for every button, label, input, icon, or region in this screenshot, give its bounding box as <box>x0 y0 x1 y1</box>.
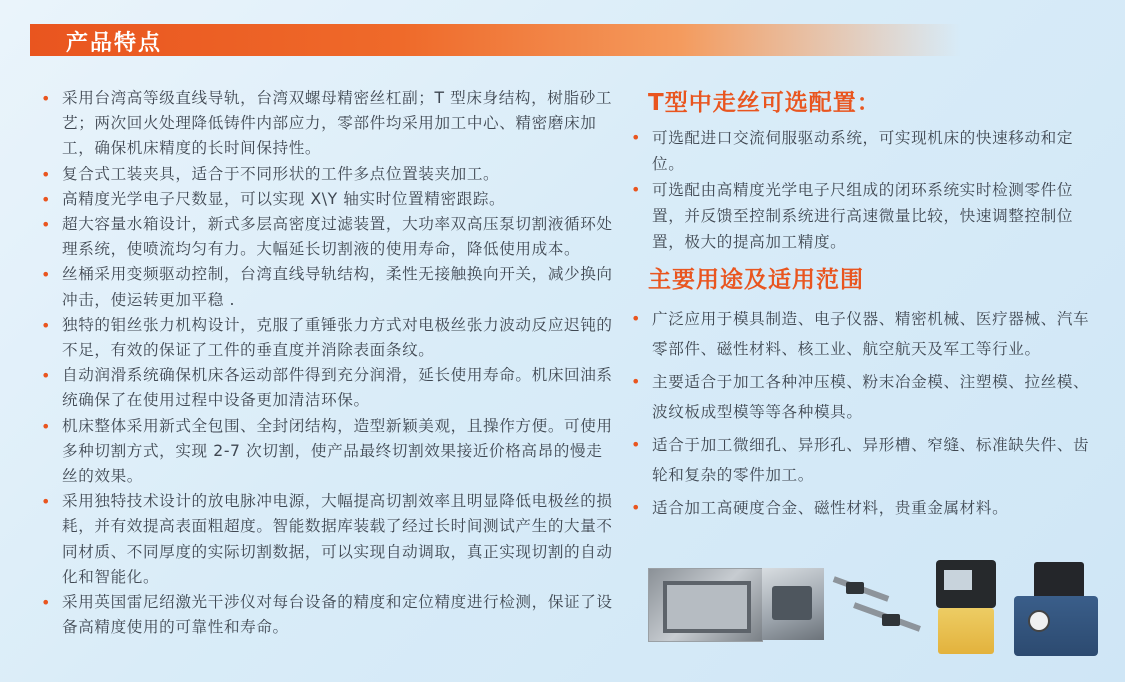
linear-guide-photo <box>830 574 925 644</box>
feature-item: • 超大容量水箱设计，新式多层高密度过滤装置，大功率双高压泵切割液循环处理系统，使喷流均匀有力。大幅延长切割液的使用寿命，降低使用成本。 <box>38 212 618 262</box>
water-pump-photo <box>1004 556 1106 668</box>
option-item: • 可选配由高精度光学电子尺组成的闭环系统实时检测零件位置，并反馈至控制系统进行高速微量比较，快速调整控制位置，极大的提高加工精度。 <box>628 177 1098 255</box>
bullet-icon: • <box>41 215 52 235</box>
bullet-icon: • <box>41 89 52 108</box>
right-column <box>628 84 1098 526</box>
bullet-icon: • <box>41 593 52 613</box>
usage-item: • 广泛应用于模具制造、电子仪器、精密机械、医疗器械、汽车零部件、磁性材料、核工业、航空航天及军工等行业。 <box>628 304 1098 364</box>
feature-item: • 独特的钼丝张力机构设计，克服了重锤张力方式对电极丝张力波动反应迟钝的不足，有效的保证了工件的垂直度并消除表面条纹。 <box>38 313 618 363</box>
feature-item: • 高精度光学电子尺数显，可以实现 X\Y 轴实时位置精密跟踪。 <box>38 187 618 212</box>
bullet-icon: • <box>631 128 642 147</box>
bullet-icon: • <box>631 372 642 391</box>
features-column <box>38 86 618 640</box>
options-list <box>628 125 1098 255</box>
bullet-icon: • <box>41 416 52 436</box>
bullet-icon: • <box>631 435 642 454</box>
page-title: 产品特点 <box>66 31 163 56</box>
bullet-icon: • <box>41 366 52 386</box>
lubrication-pump-photo <box>932 560 1002 660</box>
usage-title: 主要用途及适用范围 <box>648 267 864 293</box>
wire-tension-photo <box>762 568 824 640</box>
usage-list <box>628 304 1098 523</box>
bullet-icon: • <box>41 265 52 285</box>
option-item: • 可选配进口交流伺服驱动系统，可实现机床的快速移动和定位。 <box>628 125 1098 177</box>
feature-item: • 采用英国雷尼绍激光干涉仪对每台设备的精度和定位精度进行检测，保证了设备高精度使用的可靠性和寿命。 <box>38 590 618 640</box>
bullet-icon: • <box>631 309 642 328</box>
usage-item: • 适合于加工微细孔、异形孔、异形槽、窄缝、标准缺失件、齿轮和复杂的零件加工。 <box>628 430 1098 490</box>
bullet-icon: • <box>631 180 642 199</box>
bullet-icon: • <box>41 164 52 184</box>
bullet-icon: • <box>41 189 52 209</box>
usage-item: • 主要适合于加工各种冲压模、粉末冶金模、注塑模、拉丝模、波纹板成型模等等各种模具。 <box>628 367 1098 427</box>
header-bar <box>30 24 960 56</box>
product-photos <box>648 556 1110 674</box>
feature-item: • 采用台湾高等级直线导轨，台湾双螺母精密丝杠副；T 型床身结构，树脂砂工艺；两次回火处理降低铸件内部应力，零部件均采用加工中心、精密磨床加工，确保机床精度的长时间保持性。 <box>38 86 618 162</box>
bullet-icon: • <box>631 498 642 517</box>
feature-item: • 机床整体采用新式全包围、全封闭结构，造型新颖美观，且操作方便。可使用多种切割方式，实现 2-7 次切割，使产品最终切割效果接近价格高昂的慢走丝的效果。 <box>38 414 618 490</box>
feature-item: • 丝桶采用变频驱动控制，台湾直线导轨结构，柔性无接触换向开关，减少换向冲击，使运转更加平稳 . <box>38 262 618 312</box>
bullet-icon: • <box>41 315 52 335</box>
usage-item: • 适合加工高硬度合金、磁性材料，贵重金属材料。 <box>628 493 1098 523</box>
feature-item: • 自动润滑系统确保机床各运动部件得到充分润滑，延长使用寿命。机床回油系统确保了在使用过程中设备更加清洁环保。 <box>38 363 618 413</box>
machine-bed-photo <box>648 568 763 642</box>
bullet-icon: • <box>41 492 52 512</box>
options-title: T型中走丝可选配置： <box>648 90 881 116</box>
features-list <box>38 86 618 640</box>
feature-item: • 采用独特技术设计的放电脉冲电源，大幅提高切割效率且明显降低电极丝的损耗，并有效提高表面粗超度。智能数据库装载了经过长时间测试产生的大量不同材质、不同厚度的实际切割数据，可以实现自动调取，真正实现切割的自动化和智能化。 <box>38 489 618 590</box>
feature-item: • 复合式工装夹具，适合于不同形状的工件多点位置装夹加工。 <box>38 162 618 187</box>
